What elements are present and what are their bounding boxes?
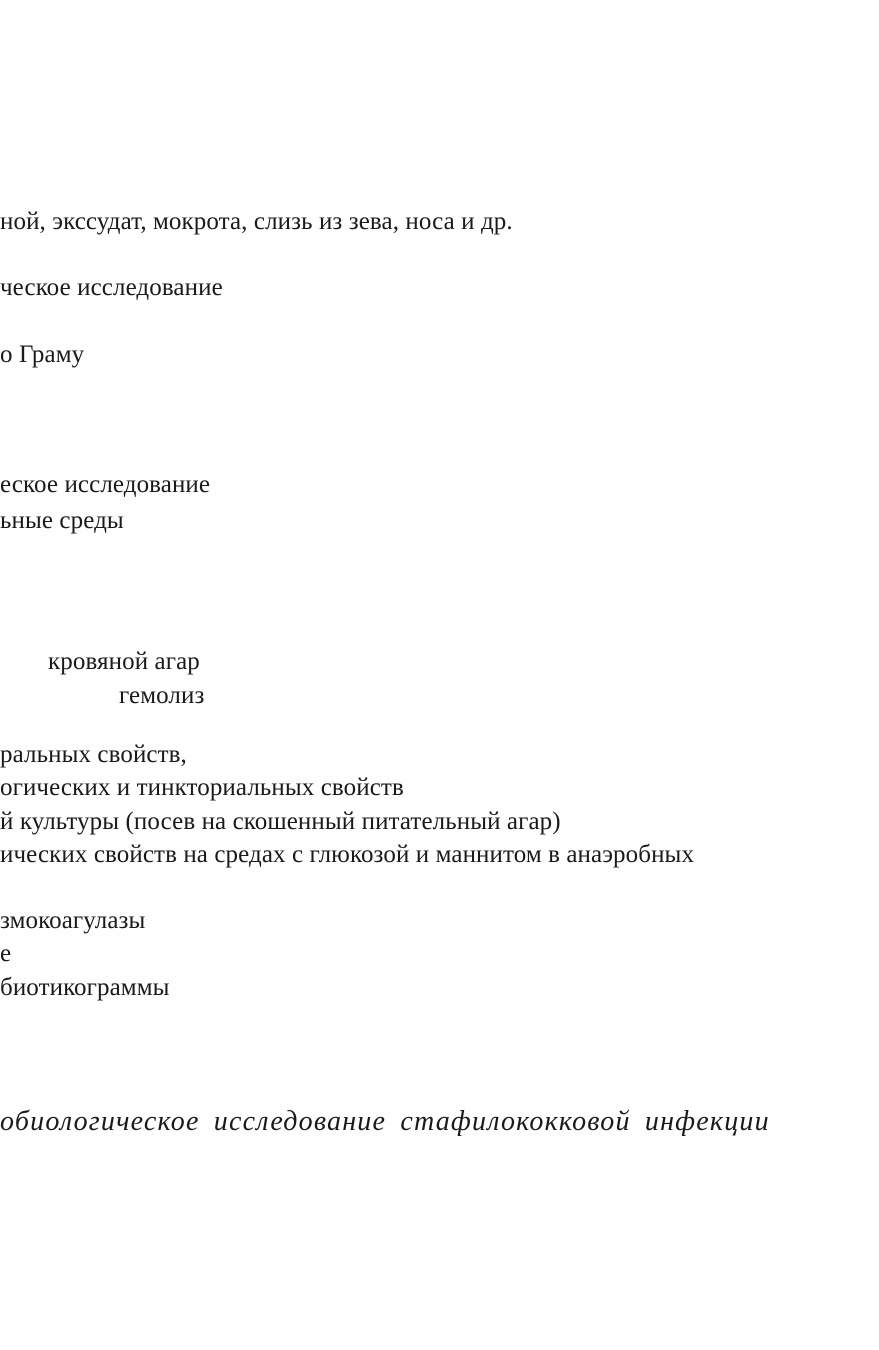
text-line-microscopic-study: ческое исследование [0, 274, 223, 301]
figure-caption: обиологическое исследование стафилококковой инфекции [0, 1106, 770, 1137]
text-line-specimens: ной, экссудат, мокрота, слизь из зева, носа и др. [0, 208, 513, 235]
text-line-fragment: е [0, 940, 12, 967]
text-line-blood-agar: кровяной агар [48, 648, 200, 675]
text-line-bacteriological-study: еское исследование [0, 471, 211, 498]
text-line-cultural-properties: ральных свойств, [0, 741, 187, 768]
text-line-biochemical-properties: ических свойств на средах с глюкозой и маннитом в анаэробных [0, 841, 695, 868]
text-line-morphological-properties: огических и тинкториальных свойств [0, 774, 404, 801]
text-line-hemolysis: гемолиз [119, 682, 205, 709]
text-line-plasmocoagulase: змокоагулазы [0, 907, 146, 934]
text-line-media: ьные среды [0, 507, 124, 534]
text-line-antibioticogram: биотикограммы [0, 974, 170, 1001]
text-line-pure-culture: й культуры (посев на скошенный питательный агар) [0, 808, 561, 835]
text-line-gram-stain: о Граму [0, 341, 85, 368]
